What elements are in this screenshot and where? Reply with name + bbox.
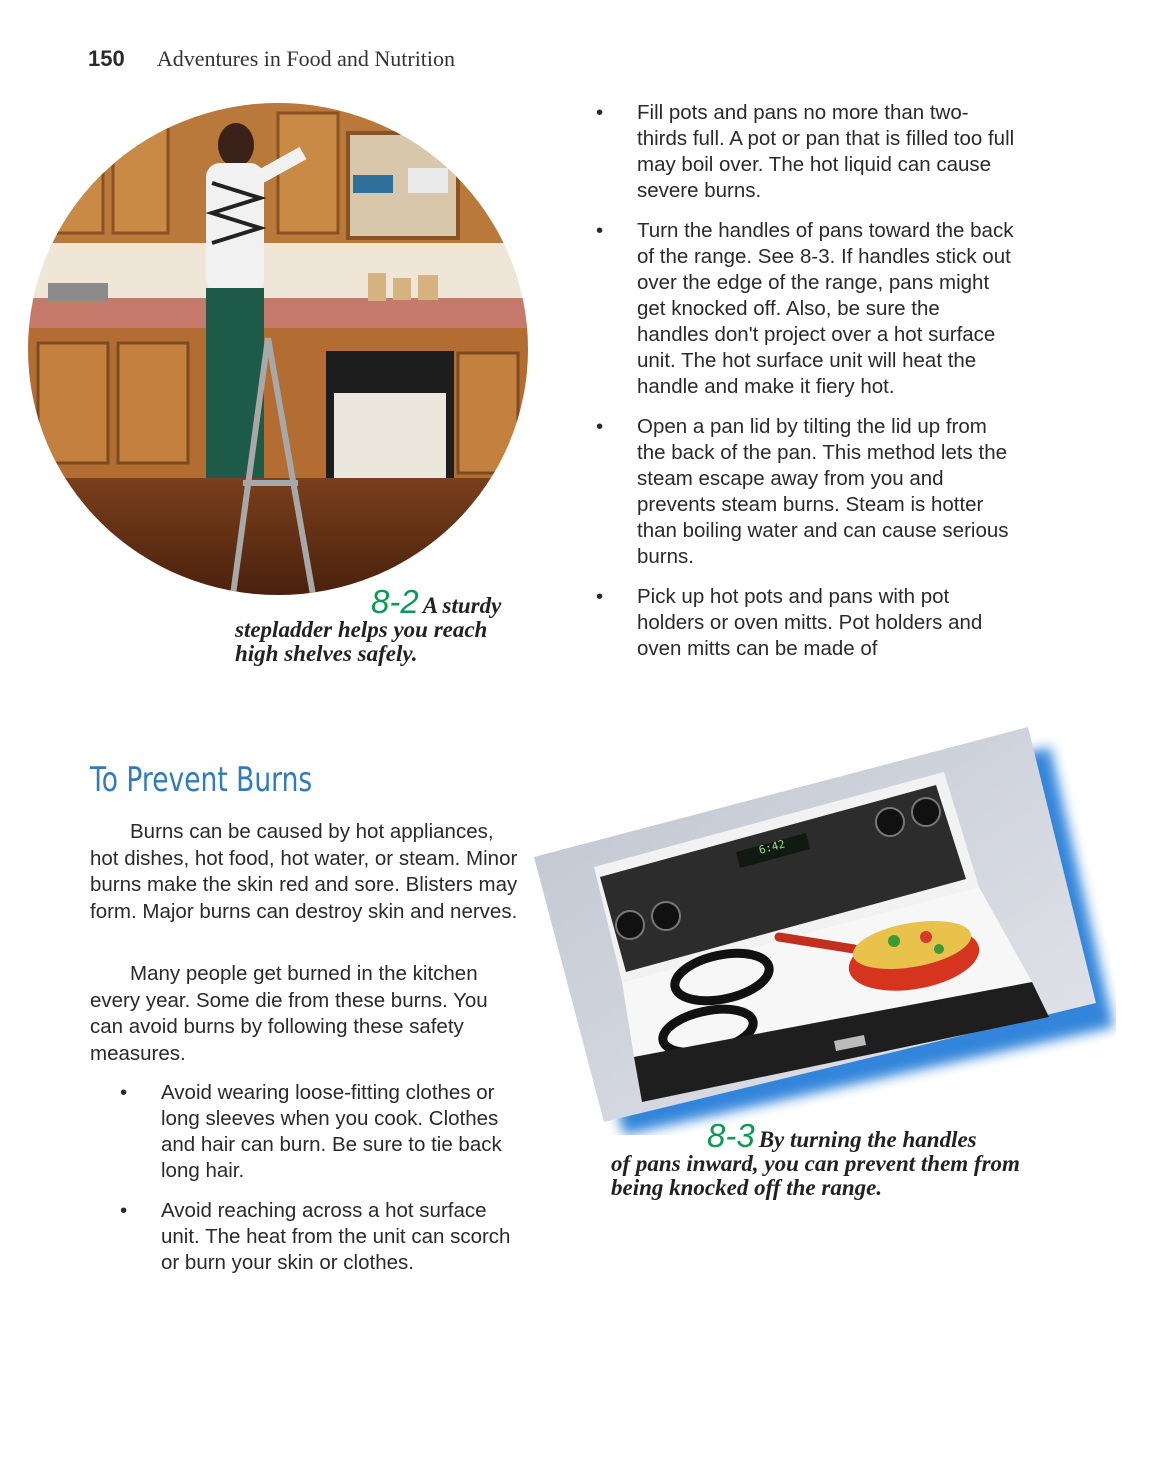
- figure-number: 8-2: [371, 583, 419, 620]
- list-item: • Open a pan lid by tilting the lid up from the back of the pan. This method lets the steam escape away from you and prevents steam burns. Steam is hotter than boiling water and can cause serious burns.: [596, 414, 1016, 570]
- caption-text: of pans inward, you can prevent them from being knocked off the range.: [611, 1151, 1020, 1200]
- figure-8-3-caption: [611, 1117, 1031, 1200]
- section-heading: To Prevent Burns: [90, 760, 313, 800]
- list-item: • Avoid wearing loose-fitting clothes or long sleeves when you cook. Clothes and hair can burn. Be sure to tie back long hair.: [120, 1080, 530, 1184]
- caption-text: stepladder helps you reach high shelves safely.: [235, 617, 488, 666]
- kitchen-stepladder-photo: [28, 103, 528, 595]
- list-item: • Pick up hot pots and pans with pot holders or oven mitts. Pot holders and oven mitts can be made of: [596, 584, 1016, 662]
- range-clock: 6:42: [757, 837, 787, 857]
- list-item: • Fill pots and pans no more than two-thirds full. A pot or pan that is filled too full may boil over. The hot liquid can cause severe burns.: [596, 100, 1016, 204]
- book-title: Adventures in Food and Nutrition: [156, 46, 456, 71]
- page-number: 150: [88, 46, 125, 71]
- figure-8-2-caption: [235, 583, 535, 666]
- caption-lead: By turning the handles: [758, 1127, 977, 1152]
- list-item: • Turn the handles of pans toward the back of the range. See 8-3. If handles stick out over the edge of the range, pans might get knocked off. Also, be sure the handles don't project over a hot surface unit. The hot surface unit will heat the handle and make it fiery hot.: [596, 218, 1016, 400]
- left-column-bullets: [120, 1080, 530, 1290]
- range-photo: [534, 727, 1116, 1135]
- running-head: [88, 46, 455, 72]
- body-paragraph: Burns can be caused by hot appliances, hot dishes, hot food, hot water, or steam. Minor burns make the skin red and sore. Blisters may form. Major burns can destroy skin and nerves.: [90, 820, 518, 923]
- caption-lead: A sturdy: [422, 593, 502, 618]
- right-column-bullets: [596, 100, 1016, 676]
- list-item: • Avoid reaching across a hot surface unit. The heat from the unit can scorch or burn your skin or clothes.: [120, 1198, 530, 1276]
- figure-number: 8-3: [707, 1117, 755, 1154]
- body-paragraph: Many people get burned in the kitchen every year. Some die from these burns. You can avoid burns by following these safety measures.: [90, 962, 488, 1065]
